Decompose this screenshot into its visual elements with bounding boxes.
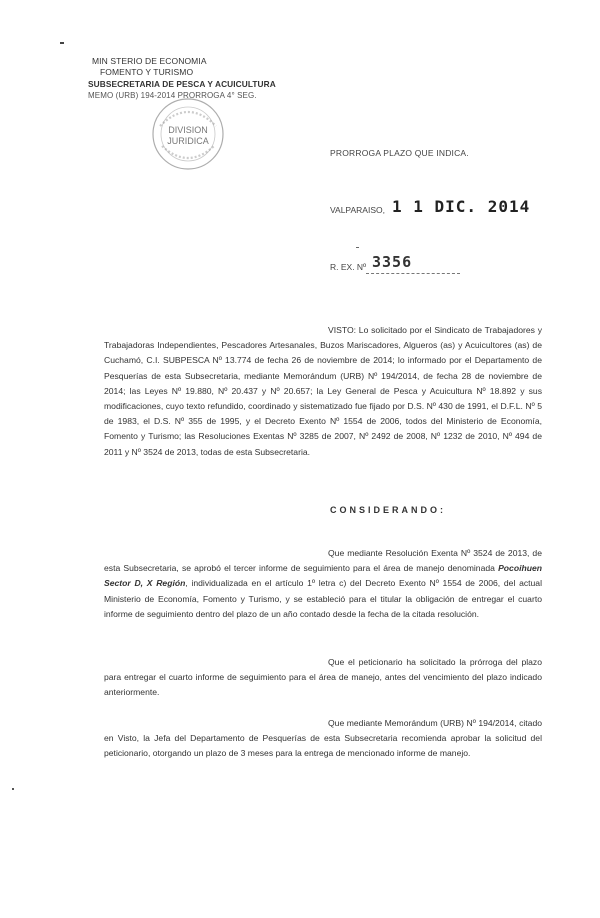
header-memo: MEMO (URB) 194-2014 PRORROGA 4° SEG. bbox=[88, 91, 257, 100]
considerando-p2: Que el peticionario ha solicitado la prórroga del plazo para entregar el cuarto informe de seguimiento para el área de manejo, antes del vencimiento del plazo indicado anteriormente. bbox=[104, 657, 542, 698]
seal-text-line1: DIVISION bbox=[168, 125, 208, 135]
considerando-paragraph-3 bbox=[104, 716, 542, 762]
visto-label: VISTO: bbox=[328, 325, 357, 335]
seal-text-line2: JURIDICA bbox=[167, 136, 209, 146]
considerando-p1-b: , individualizada en el artículo 1º letra c) del Decreto Exento Nº 1554 de 2006, del actual Ministerio de Economía, Fomento y Turismo, y se estableció para el titular la obligación de entregar el cuarto informe de seguimiento dentro del plazo de un año contado desde la fecha de la citada resolución. bbox=[104, 578, 542, 619]
scan-mark bbox=[60, 42, 64, 44]
place-label: VALPARAISO, bbox=[330, 205, 385, 215]
date-stamp: 1 1 DIC. 2014 bbox=[392, 197, 531, 216]
considerando-heading: CONSIDERANDO: bbox=[330, 505, 447, 515]
header-ministry: MIN STERIO DE ECONOMIA bbox=[92, 56, 207, 66]
considerando-p1-a: Que mediante Resolución Exenta Nº 3524 de 2013, de esta Subsecretaria, se aprobó el tercer informe de seguimiento para el área de manejo denominada bbox=[104, 548, 542, 574]
resolution-label: R. EX. Nº bbox=[330, 262, 367, 272]
considerando-p3: Que mediante Memorándum (URB) Nº 194/2014, citado en Visto, la Jefa del Departamento de Pesquerías de esta Subsecretaria recomienda aprobar la solicitud del peticionario, otorgando un plazo de 3 meses para la entrega de mencionado informe de manejo. bbox=[104, 718, 542, 759]
considerando-paragraph-1 bbox=[104, 546, 542, 622]
visto-body: Lo solicitado por el Sindicato de Trabajadores y Trabajadoras Independientes, Pescadores Artesanales, Buzos Mariscadores, Algueros (as) y Acuicultores (as) de Cuchamó, C.I. SUBPESCA Nº 13.774 de fecha 26 de noviembre de 2014; lo informado por el Departamento de Pesquerías de esta Subsecretaria, mediante Memorándum (URB) Nº 194/2014, de fecha 28 de noviembre de 2014; las Leyes Nº 19.880, Nº 20.437 y Nº 20.657; la Ley General de Pesca y Acuicultura Nº 18.892 y sus modificaciones, cuyo texto refundido, coordinado y sistematizado fue fijado por D.S. Nº 430 de 1991, el D.F.L. Nº 5 de 1983, el D.S. Nº 355 de 1995, y el Decreto Exento Nº 1554 de 2006, todos del Ministerio de Economía, Fomento y Turismo; las Resoluciones Exentas Nº 3285 de 2007, Nº 2492 de 2008, Nº 1232 de 2010, Nº 494 de 2011 y Nº 3524 de 2013, todas de esta Subsecretaria. bbox=[104, 325, 542, 457]
header-subsecretaria: SUBSECRETARIA DE PESCA Y ACUICULTURA bbox=[88, 79, 276, 89]
visto-paragraph bbox=[104, 323, 542, 460]
area-name: Pocoihuen Sector D, X Región bbox=[104, 563, 542, 589]
scan-mark bbox=[12, 788, 14, 790]
resolution-underline bbox=[366, 273, 460, 274]
header-ministry-sub: FOMENTO Y TURISMO bbox=[100, 67, 194, 77]
document-subject: PRORROGA PLAZO QUE INDICA. bbox=[330, 148, 469, 158]
scan-mark bbox=[356, 247, 359, 248]
considerando-paragraph-2 bbox=[104, 655, 542, 701]
resolution-number: 3356 bbox=[372, 253, 413, 271]
stamp-seal-icon bbox=[150, 96, 226, 172]
